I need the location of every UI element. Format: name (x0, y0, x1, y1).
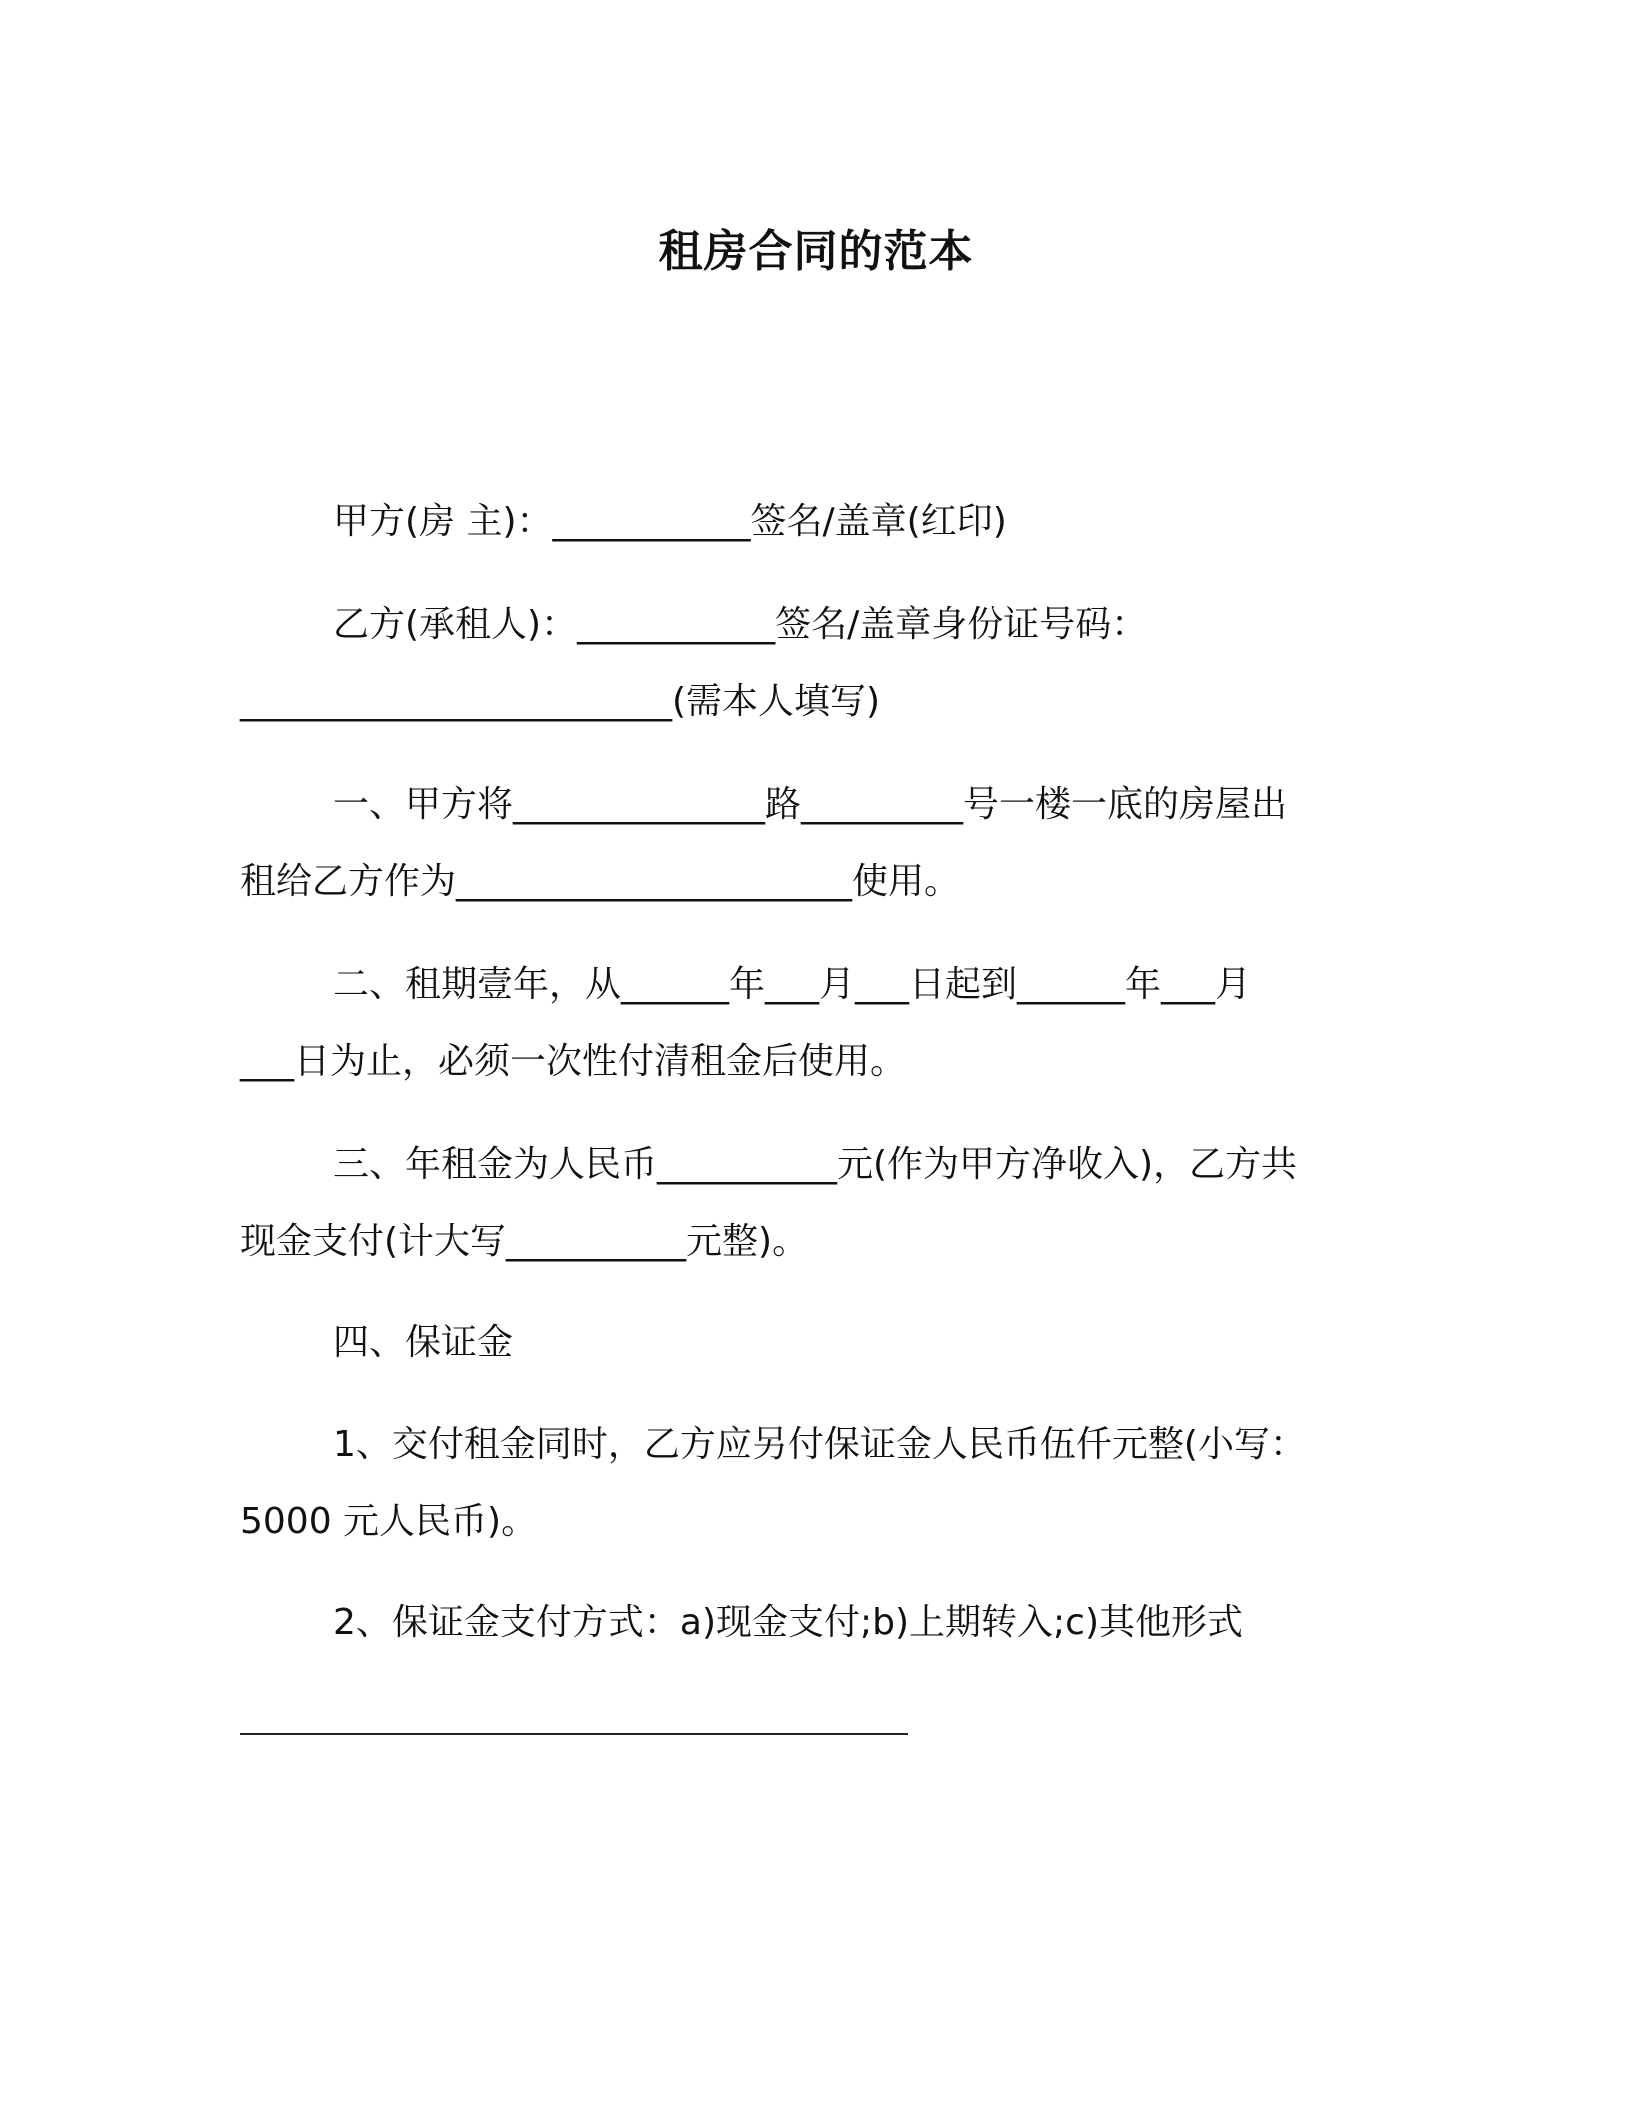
document-title: 租房合同的范本 (658, 226, 974, 277)
clause-1-line-1: 一、甲方将______________路_________号一楼一底的房屋出 (333, 784, 1288, 825)
clause-2-line-2: ___日为止，必须一次性付清租金后使用。 (240, 1041, 907, 1082)
deposit-item-2-line-1: 2、保证金支付方式：a)现金支付;b)上期转入;c)其他形式 (333, 1602, 1244, 1643)
blank-fill-line (240, 1733, 908, 1735)
deposit-item-1-line-1: 1、交付租金同时，乙方应另付保证金人民币伍仟元整(小写： (333, 1424, 1306, 1465)
clause-3-line-1: 三、年租金为人民币__________元(作为甲方净收入)，乙方共 (333, 1144, 1298, 1185)
clause-2-line-1: 二、租期壹年，从______年___月___日起到______年___月 (333, 964, 1252, 1005)
party-b-id-line: ________________________(需本人填写) (240, 681, 881, 722)
party-a-line: 甲方(房 主)：___________签名/盖章(红印) (333, 501, 1007, 542)
clause-1-line-2: 租给乙方作为______________________使用。 (240, 861, 961, 902)
clause-3-line-2: 现金支付(计大写__________元整)。 (240, 1221, 809, 1262)
party-b-line: 乙方(承租人)：___________签名/盖章身份证号码： (333, 604, 1148, 645)
clause-4-heading: 四、保证金 (333, 1322, 514, 1363)
deposit-item-1-line-2: 5000 元人民币)。 (240, 1501, 538, 1542)
